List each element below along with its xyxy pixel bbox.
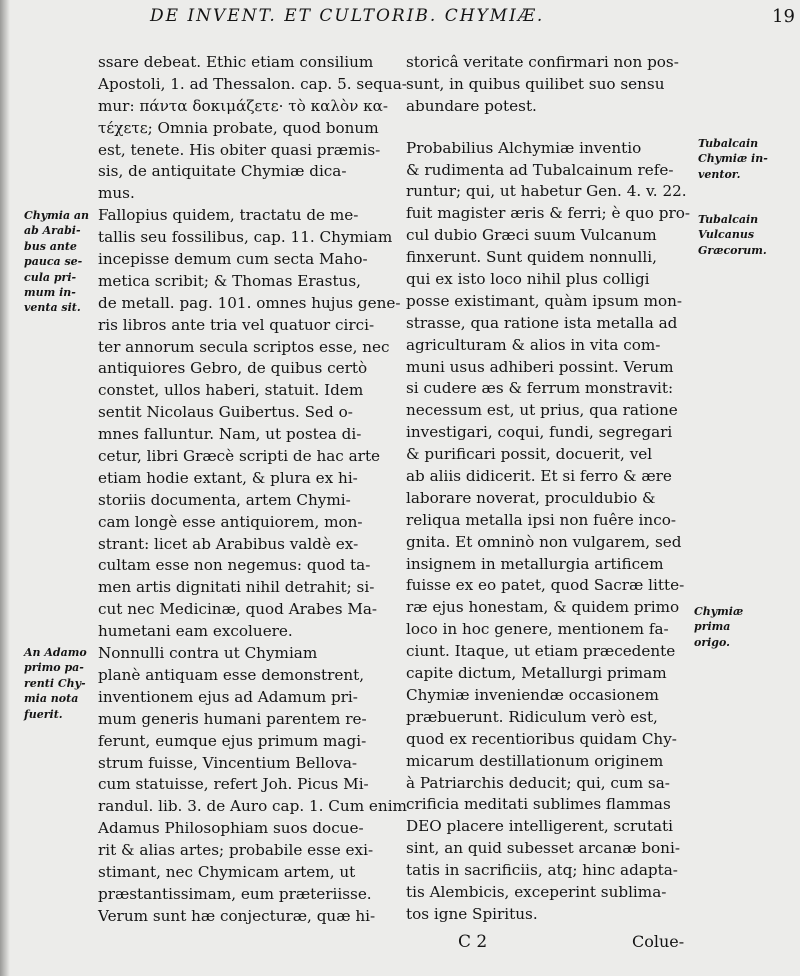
catchword: Colue- — [632, 932, 685, 951]
text-line: Verum sunt hæ conjecturæ, quæ hi- — [98, 906, 376, 925]
text-line: fuit magister æris & ferri; è quo pro- — [406, 204, 691, 223]
text-line: tatis in sacrificiis, atq; hinc adapta- — [406, 861, 678, 880]
margin-note-line: origo. — [694, 635, 730, 649]
margin-note-line: ventor. — [698, 167, 741, 181]
text-line: storiis documenta, artem Chymi- — [98, 490, 351, 509]
text-line: humetani eam excoluere. — [98, 622, 293, 641]
text-line: incepisse demum cum secta Maho- — [98, 250, 368, 269]
text-line: ris libros ante tria vel quatuor circi- — [98, 315, 375, 334]
running-title: DE INVENT. ET CULTORIB. CHYMIÆ. — [150, 6, 545, 26]
margin-note-line: prima — [694, 620, 731, 634]
text-line: Chymiæ inveniendæ occasionem — [406, 685, 659, 704]
margin-note-adam — [24, 645, 87, 722]
text-line: mus. — [98, 184, 135, 203]
text-line: de metall. pag. 101. omnes hujus gene- — [98, 293, 401, 312]
text-line: gnita. Et omninò non vulgarem, sed — [406, 532, 682, 551]
text-line: ciunt. Itaque, ut etiam præcedente — [406, 642, 676, 661]
margin-note-tubalcain-inventor — [698, 136, 768, 182]
text-line: cam longè esse antiquiorem, mon- — [98, 512, 363, 531]
text-line: Probabilius Alchymiæ inventio — [406, 138, 642, 157]
margin-note-line: renti Chy- — [24, 676, 86, 690]
text-line: sis, de antiquitate Chymiæ dica- — [98, 162, 347, 181]
text-line: Adamus Philosophiam suos docue- — [98, 819, 364, 838]
text-line: mnes falluntur. Nam, ut postea di- — [98, 425, 362, 444]
text-line: finxerunt. Sunt quidem nonnulli, — [406, 248, 657, 267]
margin-note-line: venta sit. — [24, 301, 81, 315]
text-line: cul dubio Græci suum Vulcanum — [406, 226, 657, 245]
text-line: est, tenete. His obiter quasi præmis- — [98, 140, 381, 159]
text-line: quod ex recentioribus quidam Chy- — [406, 729, 677, 748]
text-line: ferunt, eumque ejus primum magi- — [98, 731, 367, 750]
text-line: reliqua metalla ipsi non fuêre inco- — [406, 510, 676, 529]
text-line: necessum est, ut prius, qua ratione — [406, 401, 678, 420]
text-line: cetur, libri Græcè scripti de hac arte — [98, 447, 381, 466]
text-line: à Patriarchis deducit; qui, cum sa- — [406, 773, 670, 792]
margin-note-line: mum in- — [24, 286, 76, 300]
text-line: sunt, in quibus quilibet suo sensu — [406, 74, 665, 93]
margin-note-line: Chymiæ in- — [698, 152, 768, 166]
text-line: posse existimant, quàm ipsum mon- — [406, 291, 683, 310]
text-line: tis Alembicis, exceperint sublima- — [406, 882, 667, 901]
margin-note-tubalcain-vulcanus — [698, 212, 767, 258]
text-line: constet, ullos haberi, statuit. Idem — [98, 381, 364, 400]
text-line: sint, an quid subesset arcanæ boni- — [406, 839, 680, 858]
margin-note-line: Tubalcain — [698, 137, 759, 150]
margin-note-line: Græcorum. — [698, 243, 767, 257]
text-line: τέχετε; Omnia probate, quod bonum — [98, 118, 379, 137]
margin-note-line: ab Arabi- — [24, 224, 81, 238]
text-line: cum statuisse, refert Joh. Picus Mi- — [98, 775, 369, 794]
text-line: præstantissimam, eum præteriisse. — [98, 884, 372, 903]
text-line: micarum destillationum originem — [406, 751, 664, 770]
text-line: agriculturam & alios in vita com- — [406, 335, 661, 354]
text-line: stimant, nec Chymicam artem, ut — [98, 862, 356, 881]
margin-note-line: primo pa- — [24, 661, 84, 675]
margin-note-line: cula pri- — [24, 270, 77, 284]
text-line: planè antiquam esse demonstrent, — [98, 665, 365, 684]
text-line: DEO placere intelligerent, scrutati — [406, 817, 674, 836]
text-line: ab aliis didicerit. Et si ferro & ære — [406, 467, 672, 486]
text-line: loco in hoc genere, mentionem fa- — [406, 620, 669, 639]
margin-note-arabic-origin — [24, 208, 89, 316]
text-line: inventionem ejus ad Adamum pri- — [98, 687, 358, 706]
margin-note-line: Chymia an — [24, 209, 90, 222]
margin-note-line: bus ante — [24, 239, 77, 253]
margin-note-line: fuerit. — [24, 707, 63, 721]
text-line: Apostoli, 1. ad Thessalon. cap. 5. sequa- — [98, 74, 407, 93]
margin-note-line: An Adamo — [24, 646, 87, 659]
margin-note-line: Tubalcain — [698, 213, 759, 226]
text-line: ter annorum secula scriptos esse, nec — [98, 337, 390, 356]
text-line: fuisse ex eo patet, quod Sacræ litte- — [406, 576, 685, 595]
text-line: strant: licet ab Arabibus valdè ex- — [98, 534, 359, 553]
text-line: randul. lib. 3. de Auro cap. 1. Cum enim — [98, 797, 407, 816]
text-line: runtur; qui, ut habetur Gen. 4. v. 22. — [406, 182, 687, 201]
text-line: rit & alias artes; probabile esse exi- — [98, 841, 374, 860]
paragraph-gap — [406, 118, 696, 138]
text-line: mum generis humani parentem re- — [98, 709, 367, 728]
text-line: cultam esse non negemus: quod ta- — [98, 556, 371, 575]
margin-note-line: mia nota — [24, 692, 79, 706]
text-line: Fallopius quidem, tractatu de me- — [98, 206, 359, 225]
text-line: metica scribit; & Thomas Erastus, — [98, 271, 361, 290]
text-line: & rudimenta ad Tubalcainum refe- — [406, 160, 674, 179]
text-line: antiquiores Gebro, de quibus certò — [98, 359, 368, 378]
text-line: strasse, qua ratione ista metalla ad — [406, 313, 678, 332]
text-line: si cudere æs & ferrum monstravit: — [406, 379, 674, 398]
margin-note-line: Vulcanus — [698, 228, 755, 242]
text-line: qui ex isto loco nihil plus colligi — [406, 270, 650, 289]
page-number: 19 — [772, 6, 795, 27]
margin-note-prima-origo — [694, 604, 743, 650]
text-line: Nonnulli contra ut Chymiam — [98, 644, 318, 663]
text-line: laborare noverat, proculdubio & — [406, 488, 656, 507]
signature-mark: C 2 — [458, 932, 488, 952]
page-gutter-shadow — [0, 0, 10, 976]
text-line: strum fuisse, Vincentium Bellova- — [98, 753, 358, 772]
right-text-column — [406, 52, 696, 926]
text-line: muni usus adhiberi possint. Verum — [406, 357, 674, 376]
text-line: capite dictum, Metallurgi primam — [406, 664, 667, 683]
text-line: cut nec Medicinæ, quod Arabes Ma- — [98, 600, 378, 619]
text-line: ssare debeat. Ethic etiam consilium — [98, 53, 374, 71]
text-line: investigari, coqui, fundi, segregari — [406, 423, 673, 442]
text-line: storicâ veritate confirmari non pos- — [406, 53, 679, 71]
text-line: abundare potest. — [406, 96, 537, 115]
text-line: & purificari possit, docuerit, vel — [406, 445, 653, 464]
margin-note-line: pauca se- — [24, 255, 83, 269]
left-text-column — [98, 52, 407, 928]
text-line: tos igne Spiritus. — [406, 904, 538, 923]
text-line: præbuerunt. Ridiculum verò est, — [406, 707, 658, 726]
text-line: sentit Nicolaus Guibertus. Sed o- — [98, 403, 353, 422]
text-line: insignem in metallurgia artificem — [406, 554, 664, 573]
text-line: crificia meditati sublimes flammas — [406, 795, 671, 814]
text-line: etiam hodie extant, & plura ex hi- — [98, 468, 358, 487]
text-line: mur: πάντα δοκιμάζετε· τὸ καλὸν κα- — [98, 96, 389, 115]
margin-note-line: Chymiæ — [694, 605, 744, 618]
text-line: ræ ejus honestam, & quidem primo — [406, 598, 680, 617]
text-line: tallis seu fossilibus, cap. 11. Chymiam — [98, 228, 393, 247]
text-line: men artis dignitati nihil detrahit; si- — [98, 578, 375, 597]
